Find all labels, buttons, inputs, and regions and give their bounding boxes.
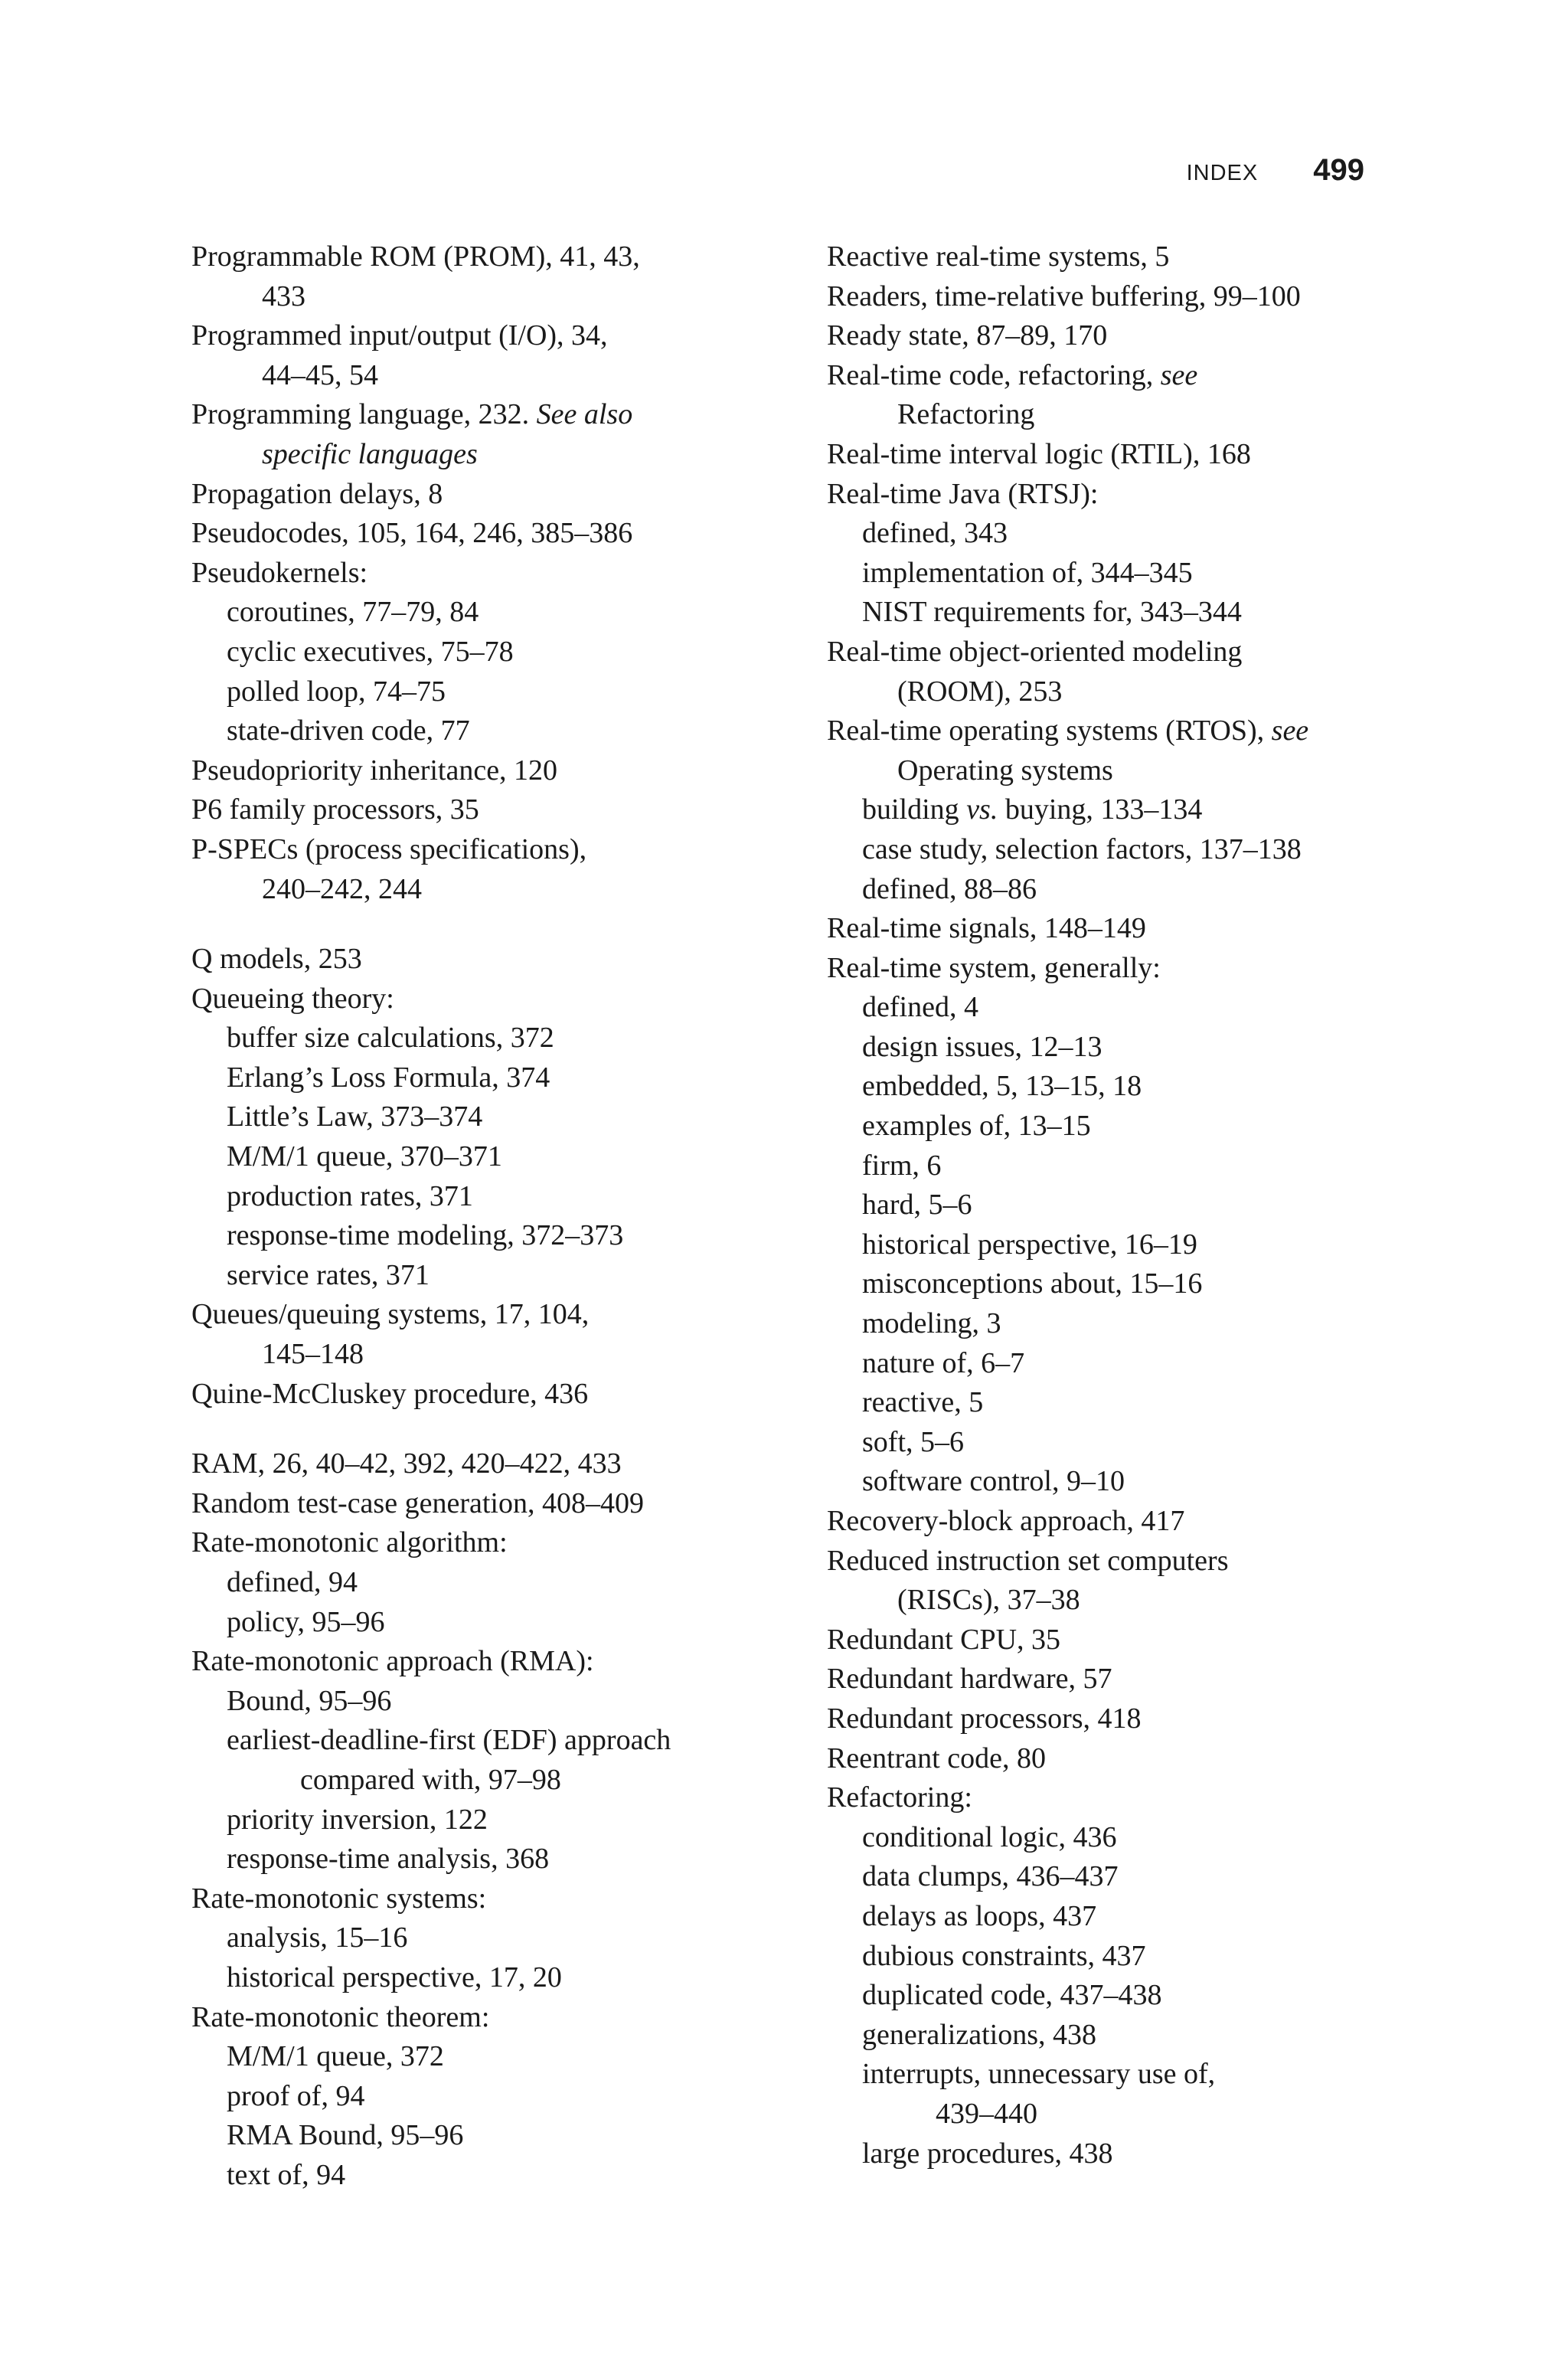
index-entry-continuation: 439–440: [936, 2097, 1037, 2130]
index-entry: [827, 633, 1393, 711]
index-subentry: [191, 1563, 835, 1603]
index-entry-text: Redundant hardware, 57: [827, 1663, 1112, 1696]
index-subentry: [827, 1028, 1393, 1068]
index-entry-text: Pseudopriority inheritance, 120: [191, 754, 558, 787]
index-entry-text: M/M/1 queue, 372: [227, 2040, 444, 2073]
index-entry: [191, 1484, 835, 1524]
index-entry-text: firm, 6: [862, 1149, 942, 1182]
index-subentry: [191, 1216, 835, 1256]
index-entry: [191, 475, 835, 515]
index-entry: [191, 1444, 835, 1484]
index-subentry: [827, 593, 1393, 633]
index-entry: [827, 1699, 1393, 1739]
index-entry-text: policy, 95–96: [227, 1605, 385, 1638]
index-entry-text: coroutines, 77–79, 84: [227, 596, 479, 629]
index-subentry: [191, 1097, 835, 1137]
index-entry: [191, 1879, 835, 1919]
index-entry-text: earliest-deadline-first (EDF) approach: [227, 1724, 671, 1757]
index-subentry: [827, 1383, 1393, 1423]
index-entry-text: modeling, 3: [862, 1307, 1001, 1340]
index-entry-text: Q models, 253: [191, 943, 362, 976]
index-entry-text: embedded, 5, 13–15, 18: [862, 1070, 1142, 1103]
index-subentry: [191, 2077, 835, 2117]
index-entry: [827, 1502, 1393, 1542]
index-entry-text: priority inversion, 122: [227, 1803, 488, 1836]
index-column-right: [827, 237, 1393, 2173]
index-entry-text: software control, 9–10: [862, 1465, 1125, 1498]
index-entry-text: Real-time object-oriented modeling: [827, 635, 1243, 668]
index-entry-text: implementation of, 344–345: [862, 556, 1193, 589]
index-entry-text: defined, 343: [862, 517, 1008, 550]
index-subentry: [191, 1256, 835, 1296]
index-entry: [191, 316, 835, 395]
index-subentry: [827, 1976, 1393, 2016]
index-entry-text: dubious constraints, 437: [862, 1939, 1146, 1972]
index-subentry: [191, 1801, 835, 1840]
index-entry: [827, 475, 1393, 515]
index-entry-continuation: compared with, 97–98: [300, 1763, 561, 1796]
index-subentry: [827, 554, 1393, 594]
index-entry-text: building vs. buying, 133–134: [862, 793, 1203, 826]
index-entry-text: Rate-monotonic approach (RMA):: [191, 1645, 594, 1678]
index-entry-text: Queueing theory:: [191, 982, 394, 1015]
index-entry-text: duplicated code, 437–438: [862, 1979, 1162, 2012]
index-entry-text: P6 family processors, 35: [191, 793, 479, 826]
index-entry-text: conditional logic, 436: [862, 1820, 1117, 1853]
index-entry: [827, 1542, 1393, 1621]
index-subentry: [191, 1137, 835, 1177]
running-head: [1187, 153, 1364, 188]
index-entry-text: polled loop, 74–75: [227, 675, 446, 708]
index-entry: [827, 277, 1393, 317]
index-subentry: [827, 1423, 1393, 1463]
index-entry-continuation: specific languages: [262, 437, 478, 470]
index-entry: [191, 790, 835, 830]
index-entry-text: Queues/queuing systems, 17, 104,: [191, 1298, 590, 1331]
index-entry-text: M/M/1 queue, 370–371: [227, 1140, 502, 1173]
index-subentry: [827, 870, 1393, 910]
index-entry: [191, 1998, 835, 2038]
index-entry-continuation: 145–148: [262, 1338, 364, 1371]
index-subentry: [191, 672, 835, 712]
index-entry-text: case study, selection factors, 137–138: [862, 832, 1302, 865]
index-subentry: [191, 1721, 835, 1800]
index-entry-text: Real-time signals, 148–149: [827, 912, 1146, 945]
index-entry-text: state-driven code, 77: [227, 715, 470, 747]
index-subentry: [827, 790, 1393, 830]
index-entry-text: Recovery-block approach, 417: [827, 1505, 1185, 1537]
index-entry-continuation: (ROOM), 253: [897, 675, 1063, 708]
index-entry: [827, 711, 1393, 790]
index-entry-text: cyclic executives, 75–78: [227, 635, 514, 668]
index-subentry: [191, 593, 835, 633]
index-entry-text: delays as loops, 437: [862, 1899, 1097, 1932]
index-entry-text: Little’s Law, 373–374: [227, 1101, 483, 1133]
index-entry-text: Pseudokernels:: [191, 556, 368, 589]
index-subentry: [827, 1186, 1393, 1225]
index-subentry: [827, 830, 1393, 870]
index-entry-text: Redundant processors, 418: [827, 1702, 1142, 1735]
index-entry: [191, 940, 835, 980]
index-subentry: [191, 1058, 835, 1098]
index-entry-text: generalizations, 438: [862, 2018, 1097, 2051]
index-entry-text: Rate-monotonic systems:: [191, 1882, 487, 1915]
index-entry-text: Rate-monotonic algorithm:: [191, 1526, 508, 1559]
index-entry-continuation: (RISCs), 37–38: [897, 1584, 1080, 1617]
index-entry-continuation: 240–242, 244: [262, 872, 422, 905]
index-entry-text: nature of, 6–7: [862, 1346, 1025, 1379]
index-entry-text: Reduced instruction set computers: [827, 1544, 1229, 1577]
index-entry-text: Real-time system, generally:: [827, 951, 1161, 984]
index-subentry: [827, 1107, 1393, 1146]
index-subentry: [827, 2134, 1393, 2174]
index-entry-text: Real-time operating systems (RTOS), see: [827, 715, 1309, 747]
index-subentry: [827, 1344, 1393, 1384]
index-entry: [827, 949, 1393, 989]
index-entry: [191, 980, 835, 1019]
index-entry-text: Real-time code, refactoring, see: [827, 358, 1198, 391]
index-entry-text: historical perspective, 17, 20: [227, 1961, 562, 1994]
index-subentry: [191, 2116, 835, 2156]
index-entry-text: Refactoring:: [827, 1781, 972, 1814]
index-entry-continuation: Refactoring: [897, 398, 1035, 431]
index-entry: [827, 1660, 1393, 1699]
index-entry-text: defined, 94: [227, 1566, 358, 1598]
index-entry-text: large procedures, 438: [862, 2137, 1113, 2170]
index-entry-text: Pseudocodes, 105, 164, 246, 385–386: [191, 517, 633, 550]
index-entry-text: production rates, 371: [227, 1179, 473, 1212]
index-subentry: [191, 633, 835, 672]
index-entry: [191, 514, 835, 554]
index-entry-text: Bound, 95–96: [227, 1684, 392, 1717]
index-subentry: [827, 1818, 1393, 1858]
index-entry-text: NIST requirements for, 343–344: [862, 596, 1242, 629]
index-entry-text: Programmable ROM (PROM), 41, 43,: [191, 240, 640, 273]
index-entry-text: defined, 88–86: [862, 872, 1037, 905]
index-entry: [827, 1778, 1393, 1818]
index-entry: [191, 1295, 835, 1374]
index-entry-text: misconceptions about, 15–16: [862, 1267, 1203, 1300]
index-entry-text: RAM, 26, 40–42, 392, 420–422, 433: [191, 1447, 622, 1480]
index-entry-text: Propagation delays, 8: [191, 477, 443, 510]
index-entry-text: RMA Bound, 95–96: [227, 2119, 464, 2152]
index-subentry: [191, 2037, 835, 2077]
index-entry-continuation: 433: [262, 280, 305, 312]
index-entry-text: design issues, 12–13: [862, 1030, 1102, 1063]
index-entry-text: Real-time Java (RTSJ):: [827, 477, 1099, 510]
index-entry: [191, 830, 835, 909]
index-entry-text: text of, 94: [227, 2158, 346, 2191]
index-subentry: [827, 1462, 1393, 1502]
index-subentry: [191, 1958, 835, 1998]
index-entry-continuation: 44–45, 54: [262, 358, 378, 391]
index-entry-text: Redundant CPU, 35: [827, 1623, 1061, 1656]
index-entry: [827, 356, 1393, 435]
page-number: 499: [1313, 153, 1364, 187]
index-entry: [827, 316, 1393, 356]
index-entry: [827, 1621, 1393, 1660]
index-entry-text: interrupts, unnecessary use of,: [862, 2058, 1216, 2091]
index-subentry: [827, 2055, 1393, 2134]
index-column-left: [191, 237, 835, 2196]
index-subentry: [191, 1177, 835, 1217]
index-subentry: [191, 1918, 835, 1958]
index-entry-text: P-SPECs (process specifications),: [191, 832, 587, 865]
index-entry: [191, 751, 835, 791]
index-entry-text: Reentrant code, 80: [827, 1742, 1046, 1774]
index-subentry: [827, 1937, 1393, 1977]
index-entry: [191, 395, 835, 474]
index-entry-text: Reactive real-time systems, 5: [827, 240, 1170, 273]
index-entry-text: analysis, 15–16: [227, 1922, 408, 1954]
index-subentry: [827, 1067, 1393, 1107]
index-entry-text: Erlang’s Loss Formula, 374: [227, 1061, 550, 1094]
index-entry-text: historical perspective, 16–19: [862, 1228, 1197, 1261]
index-subentry: [827, 1897, 1393, 1937]
index-entry-text: buffer size calculations, 372: [227, 1022, 554, 1055]
index-entry-text: Real-time interval logic (RTIL), 168: [827, 437, 1251, 470]
index-entry-text: hard, 5–6: [862, 1189, 972, 1222]
index-entry-text: proof of, 94: [227, 2079, 365, 2112]
index-entry: [191, 237, 835, 316]
index-entry: [827, 237, 1393, 277]
index-entry: [191, 1375, 835, 1415]
index-subentry: [827, 2016, 1393, 2056]
index-entry-text: Quine-McCluskey procedure, 436: [191, 1377, 589, 1410]
index-subentry: [827, 1304, 1393, 1344]
index-entry-text: Rate-monotonic theorem:: [191, 2000, 490, 2033]
index-subentry: [827, 988, 1393, 1028]
index-subentry: [191, 711, 835, 751]
index-entry-text: Programmed input/output (I/O), 34,: [191, 319, 608, 352]
index-entry: [827, 1739, 1393, 1779]
index-subentry: [191, 2156, 835, 2196]
index-entry-text: Ready state, 87–89, 170: [827, 319, 1108, 352]
index-entry-text: service rates, 371: [227, 1258, 430, 1291]
index-subentry: [827, 1857, 1393, 1897]
index-entry-text: soft, 5–6: [862, 1425, 964, 1458]
index-entry-text: examples of, 13–15: [862, 1110, 1091, 1143]
index-entry-text: response-time modeling, 372–373: [227, 1219, 624, 1252]
index-subentry: [827, 1225, 1393, 1265]
index-entry-continuation: Operating systems: [897, 754, 1113, 787]
index-subentry: [191, 1019, 835, 1058]
index-subentry: [827, 514, 1393, 554]
index-entry: [191, 1523, 835, 1563]
index-subentry: [191, 1603, 835, 1643]
index-subentry: [191, 1840, 835, 1879]
index-entry-text: reactive, 5: [862, 1386, 984, 1419]
index-entry-text: response-time analysis, 368: [227, 1843, 550, 1876]
index-subentry: [827, 1146, 1393, 1186]
index-subentry: [827, 1264, 1393, 1304]
index-entry: [191, 1642, 835, 1682]
index-entry-text: Random test-case generation, 408–409: [191, 1487, 644, 1519]
index-entry-text: Programming language, 232. See also: [191, 398, 633, 431]
index-entry-text: defined, 4: [862, 991, 978, 1024]
index-entry: [827, 435, 1393, 475]
index-entry-text: Readers, time-relative buffering, 99–100: [827, 280, 1301, 312]
index-subentry: [191, 1682, 835, 1722]
running-head-label: INDEX: [1186, 161, 1259, 185]
index-entry: [827, 909, 1393, 949]
index-entry: [191, 554, 835, 594]
index-entry-text: data clumps, 436–437: [862, 1860, 1119, 1893]
